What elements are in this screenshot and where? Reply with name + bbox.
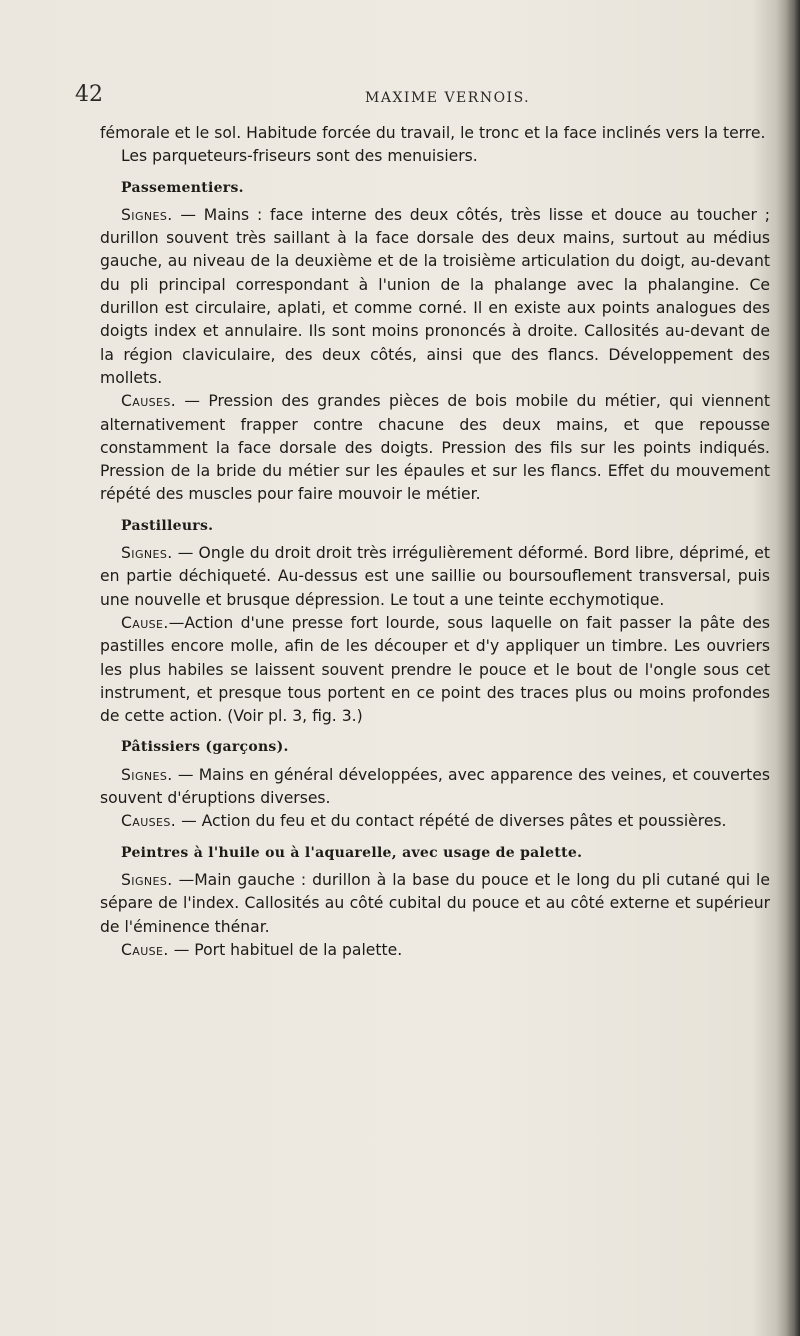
section-title-patissiers: Pâtissiers (garçons). [121, 739, 289, 756]
section-paragraph [100, 390, 770, 506]
section-paragraph [100, 204, 770, 390]
paragraph-label: Signes. [121, 870, 173, 889]
paragraph-text: — Port habituel de la palette. [168, 940, 403, 959]
page-body [100, 122, 770, 962]
paragraph-text: — Mains en général développées, avec apparence des veines, et couvertes souvent d'éruptions diverses. [100, 765, 770, 808]
paragraph-text: —Main gauche : durillon à la base du pouce et le long du pli cutané qui le sépare de l'index. Callosités au côté cubital du pouce et au côté externe et supérieur de l'éminence thénar. [100, 870, 770, 936]
page-binding-shadow [786, 0, 800, 1336]
section-paragraph [100, 869, 770, 939]
section-paragraph [100, 764, 770, 811]
page-header [75, 82, 765, 112]
paragraph-text: — Ongle du droit droit très irrégulièrement déformé. Bord libre, déprimé, et en partie déchiqueté. Au-dessus est une saillie ou boursouflement transversal, puis une nouvelle et brusque dépression. Le tout a une teinte ecchymotique. [100, 544, 770, 609]
section-paragraph [100, 612, 770, 728]
paragraph-text: —Action d'une presse fort lourde, sous laquelle on fait passer la pâte des pastilles encore molle, afin de les découper et d'y appliquer un timbre. Les ouvriers les plus habiles se laissent souvent prendre le pouce et le bout de l'ongle sous cet instrument, et presque tous portent en ce point des traces plus ou moins profondes de cette action. (Voir pl. 3, fig. 3.) [100, 613, 770, 726]
section-paragraph [100, 810, 770, 833]
paragraph-text: — Action du feu et du contact répété de diverses pâtes et poussières. [176, 812, 727, 831]
paragraph-label: Signes. [121, 544, 173, 563]
page-number: 42 [75, 82, 103, 107]
section-title-peintres: Peintres à l'huile ou à l'aquarelle, avec usage de palette. [121, 844, 583, 861]
section-paragraph [100, 939, 770, 962]
section-title-passementiers: Passementiers. [121, 179, 244, 196]
paragraph-label: Causes. [121, 392, 177, 411]
paragraph-text: — Pression des grandes pièces de bois mobile du métier, qui viennent alternativement frapper contre chacune des deux mains, et que repousse constamment la face dorsale des doigts. Pression des fils sur les points indiqués. Pression de la bride du métier sur les épaules et sur les flancs. Effet du mouvement répété des muscles pour faire mouvoir le métier. [100, 392, 770, 504]
running-head: MAXIME VERNOIS. [365, 90, 531, 106]
section-paragraph [100, 542, 770, 612]
paragraph-label: Signes. [121, 765, 173, 784]
intro-paragraph: Les parqueteurs-friseurs sont des menuisiers. [121, 147, 478, 166]
paragraph-label: Cause. [121, 613, 169, 632]
paragraph-label: Cause. [121, 940, 169, 959]
intro-paragraph: fémorale et le sol. Habitude forcée du travail, le tronc et la face inclinés vers la terre. [100, 124, 766, 142]
section-title-pastilleurs: Pastilleurs. [121, 517, 214, 534]
paragraph-text: — Mains : face interne des deux côtés, très lisse et douce au toucher ; durillon souvent très saillant à la face dorsale des deux mains, surtout au médius gauche, au niveau de la deuxième et de la troisième articulation du doigt, au-devant du pli principal correspondant à l'union de la phalange avec la phalangine. Ce durillon est circulaire, aplati, et comme corné. Il en existe aux points analogues des doigts index et annulaire. Ils sont moins prononcés à droite. Callosités au-devant de la région claviculaire, des deux côtés, ainsi que des flancs. Développement des mollets. [100, 205, 770, 387]
paragraph-label: Causes. [121, 812, 177, 831]
paragraph-label: Signes. [121, 205, 173, 224]
